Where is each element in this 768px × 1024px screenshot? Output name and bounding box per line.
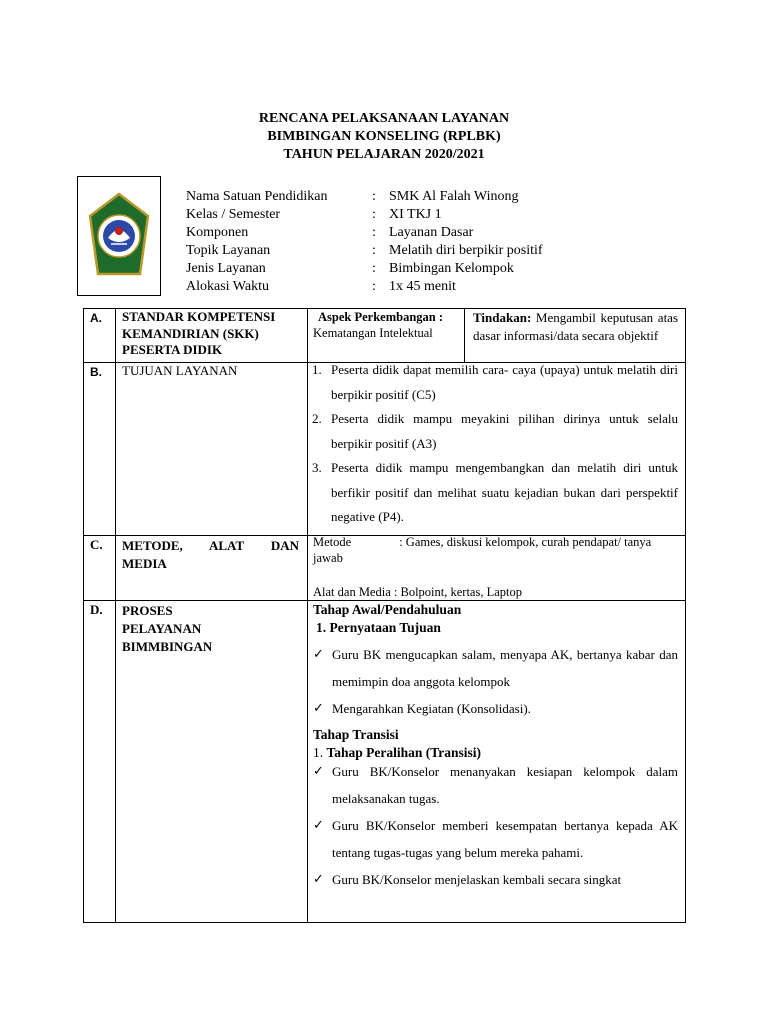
identity-label: Alokasi Waktu <box>186 279 269 294</box>
row-b-letter: B. <box>90 365 102 379</box>
identity-row <box>186 206 543 224</box>
stage-awal-heading: Tahap Awal/Pendahuluan <box>313 602 462 617</box>
identity-row <box>186 278 543 296</box>
goal-text: Peserta didik mampu meyakini pilihan dirinya untuk selalu berpikir positif (A3) <box>331 411 678 451</box>
goal-item <box>312 407 678 456</box>
check-text: Mengarahkan Kegiatan (Konsolidasi). <box>332 701 531 716</box>
identity-colon: : <box>372 207 376 222</box>
identity-row <box>186 224 543 242</box>
title-line-1: RENCANA PELAKSANAAN LAYANAN <box>258 111 510 126</box>
check-icon: ✓ <box>313 647 324 662</box>
goal-number: 2. <box>312 411 322 426</box>
check-icon: ✓ <box>313 764 324 779</box>
check-icon: ✓ <box>313 872 324 887</box>
check-item <box>313 812 678 866</box>
row-c-title: METODE, ALAT DAN MEDIA <box>122 538 299 571</box>
identity-colon: : <box>372 261 376 276</box>
metode-value: : Games, diskusi kelompok, curah pendapat/ tanya jawab <box>313 535 652 565</box>
identity-value: XI TKJ 1 <box>389 207 442 222</box>
row-d-letter: D. <box>90 602 103 617</box>
goals-list <box>312 358 678 530</box>
goal-item <box>312 456 678 530</box>
stage-transisi-label: Tahap Peralihan (Transisi) <box>326 745 482 760</box>
row-d-title: PROSES PELAYANAN BIMMBINGAN <box>122 603 213 654</box>
check-text: Guru BK/Konselor menjelaskan kembali secara singkat <box>332 872 622 887</box>
identity-row <box>186 188 543 206</box>
title-line-2: BIMBINGAN KONSELING (RPLBK) <box>267 129 501 144</box>
tindakan-value: Mengambil keputusan atas dasar informasi/data secara objektif <box>473 310 679 343</box>
identity-value: 1x 45 menit <box>389 279 456 294</box>
school-logo-icon <box>86 186 152 286</box>
stage-transisi-checks <box>313 758 678 893</box>
row-a-title: STANDAR KOMPETENSI KEMANDIRIAN (SKK) PESERTA DIDIK <box>122 309 276 357</box>
identity-colon: : <box>372 279 376 294</box>
check-icon: ✓ <box>313 701 324 716</box>
document-title <box>0 110 768 164</box>
row-a-letter: A. <box>90 311 102 325</box>
identity-label: Kelas / Semester <box>186 207 281 222</box>
identity-label: Jenis Layanan <box>186 261 266 276</box>
metode-block <box>313 535 673 566</box>
goal-text: Peserta didik dapat memilih cara- caya (upaya) untuk melatih diri berpikir positif (C5) <box>331 362 678 402</box>
stage-transisi-heading: Tahap Transisi <box>313 727 399 742</box>
check-icon: ✓ <box>313 818 324 833</box>
identity-row <box>186 260 543 278</box>
alat-media: Alat dan Media : Bolpoint, kertas, Laptop <box>313 585 522 599</box>
identity-info <box>186 188 543 296</box>
identity-colon: : <box>372 243 376 258</box>
tindakan-label: Tindakan: <box>473 310 532 325</box>
check-text: Guru BK/Konselor menanyakan kesiapan kelompok dalam melaksanakan tugas. <box>332 764 678 806</box>
identity-value: Layanan Dasar <box>389 225 474 240</box>
goal-text: Peserta didik mampu mengembangkan dan melatih diri untuk berfikir positif dan melihat suatu kejadian bukan dari perspektif negative (P4). <box>331 460 678 524</box>
identity-label: Topik Layanan <box>186 243 271 258</box>
check-text: Guru BK mengucapkan salam, menyapa AK, bertanya kabar dan memimpin doa anggota kelompok <box>332 647 678 689</box>
identity-value: Melatih diri berpikir positif <box>389 243 543 258</box>
check-item <box>313 866 678 893</box>
identity-label: Nama Satuan Pendidikan <box>186 189 328 204</box>
identity-row <box>186 242 543 260</box>
identity-colon: : <box>372 189 376 204</box>
goal-item <box>312 358 678 407</box>
stage-transisi-number: 1. <box>313 745 324 760</box>
check-item <box>313 641 678 695</box>
goal-number: 3. <box>312 460 322 475</box>
identity-value: SMK Al Falah Winong <box>389 189 519 204</box>
identity-colon: : <box>372 225 376 240</box>
stage-awal-item: 1. Pernyataan Tujuan <box>316 620 441 635</box>
check-item <box>313 758 678 812</box>
aspek-value: Kematangan Intelektual <box>313 326 433 340</box>
identity-value: Bimbingan Kelompok <box>389 261 514 276</box>
tindakan-block <box>473 309 678 344</box>
check-item <box>313 695 678 722</box>
school-logo-frame <box>77 176 161 296</box>
metode-label: Metode <box>313 535 352 549</box>
check-text: Guru BK/Konselor memberi kesempatan bertanya kepada AK tentang tugas-tugas yang belum mereka pahami. <box>332 818 678 860</box>
identity-label: Komponen <box>186 225 249 240</box>
row-b-title: TUJUAN LAYANAN <box>122 363 238 378</box>
stage-awal-checks <box>313 641 678 722</box>
row-c-letter: C. <box>90 537 103 552</box>
goal-number: 1. <box>312 362 322 377</box>
aspek-label: Aspek Perkembangan : <box>318 310 444 324</box>
title-line-3: TAHUN PELAJARAN 2020/2021 <box>283 147 485 162</box>
